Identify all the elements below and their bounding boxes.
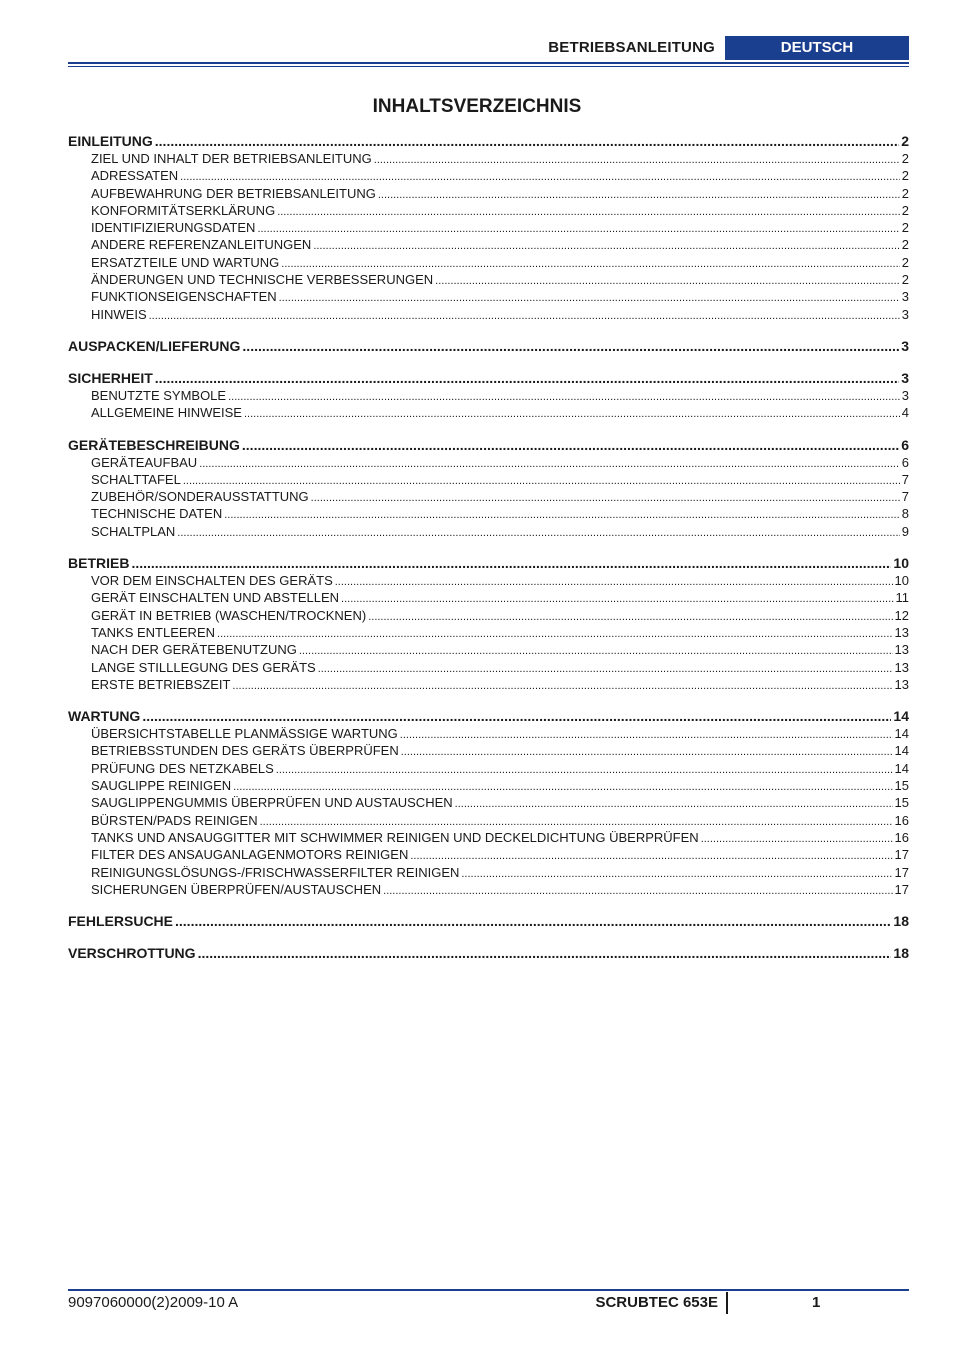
dot-leader bbox=[175, 913, 891, 929]
toc-entry-page: 14 bbox=[894, 726, 909, 742]
toc-entry-title: FUNKTIONSEIGENSCHAFTEN bbox=[91, 289, 277, 305]
toc-entry[interactable] bbox=[68, 778, 909, 795]
toc-entry-title: VOR DEM EINSCHALTEN DES GERÄTS bbox=[91, 573, 333, 589]
toc-chapter-page: 3 bbox=[901, 369, 909, 386]
toc-entry[interactable] bbox=[68, 608, 909, 625]
header-title: BETRIEBSANLEITUNG bbox=[548, 39, 715, 56]
dot-leader bbox=[318, 663, 893, 675]
toc-section bbox=[68, 913, 909, 931]
dot-leader bbox=[228, 391, 900, 403]
toc-chapter-page: 6 bbox=[901, 436, 909, 453]
toc-entry-page: 6 bbox=[901, 454, 909, 470]
dot-leader bbox=[299, 645, 893, 657]
toc-entry-page: 13 bbox=[894, 676, 909, 692]
dot-leader bbox=[131, 555, 891, 571]
toc-entry-title: LANGE STILLLEGUNG DES GERÄTS bbox=[91, 659, 316, 675]
toc-entry[interactable] bbox=[68, 203, 909, 220]
toc-entry-page: 13 bbox=[894, 659, 909, 675]
dot-leader bbox=[383, 885, 892, 897]
toc-entry-title: ZUBEHÖR/SONDERAUSSTATTUNG bbox=[91, 489, 309, 505]
toc-entry[interactable] bbox=[68, 830, 909, 847]
dot-leader bbox=[149, 310, 900, 322]
toc-entry[interactable] bbox=[68, 660, 909, 677]
dot-leader bbox=[313, 240, 899, 252]
toc-entry[interactable] bbox=[68, 405, 909, 422]
toc-entry[interactable] bbox=[68, 795, 909, 812]
toc-chapter[interactable] bbox=[68, 370, 909, 388]
toc-entry-page: 11 bbox=[895, 590, 909, 606]
page-number: 1 bbox=[812, 1294, 821, 1311]
toc-entry-page: 2 bbox=[901, 185, 909, 201]
document-code: 9097060000(2)2009-10 A bbox=[68, 1294, 239, 1311]
toc-entry-page: 14 bbox=[894, 743, 909, 759]
dot-leader bbox=[224, 509, 900, 521]
toc-entry-page: 15 bbox=[894, 795, 909, 811]
toc-entry[interactable] bbox=[68, 761, 909, 778]
toc-entry-page: 13 bbox=[894, 624, 909, 640]
toc-entry-page: 9 bbox=[901, 523, 909, 539]
toc-chapter-title: BETRIEB bbox=[68, 555, 130, 572]
toc-entry-page: 17 bbox=[894, 847, 909, 863]
toc-chapter-title: VERSCHROTTUNG bbox=[68, 945, 196, 962]
dot-leader bbox=[276, 764, 893, 776]
toc-entry-title: GERÄT IN BETRIEB (WASCHEN/TROCKNEN) bbox=[91, 607, 367, 623]
language-tab: DEUTSCH bbox=[725, 36, 909, 60]
toc-entry-page: 15 bbox=[894, 778, 909, 794]
toc-entry-page: 16 bbox=[894, 812, 909, 828]
toc-entry-title: ADRESSATEN bbox=[91, 168, 179, 184]
toc-entry-title: AUFBEWAHRUNG DER BETRIEBSANLEITUNG bbox=[91, 185, 376, 201]
dot-leader bbox=[244, 408, 900, 420]
toc-entry-page: 2 bbox=[901, 151, 909, 166]
dot-leader bbox=[435, 275, 900, 287]
dot-leader bbox=[232, 680, 892, 692]
dot-leader bbox=[233, 781, 892, 793]
toc-entry[interactable] bbox=[68, 813, 909, 830]
toc-entry-title: TANKS UND ANSAUGGITTER MIT SCHWIMMER REINIGEN UND DECKELDICHTUNG ÜBERPRÜFEN bbox=[91, 829, 699, 845]
toc-chapter-page: 18 bbox=[893, 913, 909, 930]
toc-section bbox=[68, 338, 909, 356]
dot-leader bbox=[311, 492, 900, 504]
toc-entry[interactable] bbox=[68, 573, 909, 590]
toc-entry-title: GERÄTEAUFBAU bbox=[91, 454, 198, 470]
toc-section bbox=[68, 945, 909, 963]
toc-entry-page: 2 bbox=[901, 168, 909, 184]
footer-rule bbox=[68, 1289, 909, 1291]
toc-entry-page: 13 bbox=[894, 642, 909, 658]
toc-entry[interactable] bbox=[68, 743, 909, 760]
toc-entry[interactable] bbox=[68, 237, 909, 254]
dot-leader bbox=[455, 798, 893, 810]
toc-entry[interactable] bbox=[68, 726, 909, 743]
dot-leader bbox=[461, 868, 892, 880]
toc-entry-page: 2 bbox=[901, 272, 909, 288]
dot-leader bbox=[198, 945, 892, 961]
toc-entry-page: 2 bbox=[901, 220, 909, 236]
toc-entry-page: 8 bbox=[901, 506, 909, 522]
toc-chapter[interactable] bbox=[68, 555, 909, 573]
toc-entry[interactable] bbox=[68, 186, 909, 203]
toc-entry-page: 3 bbox=[901, 306, 909, 322]
toc-entry[interactable] bbox=[68, 882, 909, 899]
toc-entry-title: FILTER DES ANSAUGANLAGENMOTORS REINIGEN bbox=[91, 847, 409, 863]
toc-section bbox=[68, 437, 909, 541]
toc-entry-title: REINIGUNGSLÖSUNGS-/FRISCHWASSERFILTER REINIGEN bbox=[91, 864, 460, 880]
toc-entry-page: 2 bbox=[901, 254, 909, 270]
toc-entry-title: BETRIEBSSTUNDEN DES GERÄTS ÜBERPRÜFEN bbox=[91, 743, 399, 759]
toc-entry-title: ZIEL UND INHALT DER BETRIEBSANLEITUNG bbox=[91, 151, 372, 166]
toc-entry[interactable] bbox=[68, 307, 909, 324]
toc-entry[interactable] bbox=[68, 590, 909, 607]
toc-chapter-page: 14 bbox=[893, 708, 909, 725]
toc-entry[interactable] bbox=[68, 642, 909, 659]
toc-entry-title: ÄNDERUNGEN UND TECHNISCHE VERBESSERUNGEN bbox=[91, 272, 434, 288]
toc-entry[interactable] bbox=[68, 220, 909, 237]
toc-entry-page: 17 bbox=[894, 881, 909, 897]
toc-entry-title: SICHERUNGEN ÜBERPRÜFEN/AUSTAUSCHEN bbox=[91, 881, 382, 897]
toc-chapter-title: EINLEITUNG bbox=[68, 133, 153, 149]
toc-entry-title: IDENTIFIZIERUNGSDATEN bbox=[91, 220, 256, 236]
toc-section bbox=[68, 133, 909, 324]
toc-entry-page: 7 bbox=[901, 471, 909, 487]
dot-leader bbox=[155, 370, 899, 386]
toc-chapter[interactable] bbox=[68, 437, 909, 455]
toc-entry[interactable] bbox=[68, 506, 909, 523]
dot-leader bbox=[368, 611, 892, 623]
toc-chapter[interactable] bbox=[68, 913, 909, 931]
toc-entry[interactable] bbox=[68, 455, 909, 472]
toc-entry-title: SCHALTPLAN bbox=[91, 523, 176, 539]
toc-entry-title: NACH DER GERÄTEBENUTZUNG bbox=[91, 642, 297, 658]
dot-leader bbox=[183, 475, 900, 487]
dot-leader bbox=[374, 154, 900, 166]
dot-leader bbox=[281, 258, 899, 270]
toc-entry[interactable] bbox=[68, 472, 909, 489]
dot-leader bbox=[279, 292, 900, 304]
dot-leader bbox=[177, 527, 899, 539]
dot-leader bbox=[378, 189, 900, 201]
toc-entry-title: BÜRSTEN/PADS REINIGEN bbox=[91, 812, 258, 828]
toc-entry[interactable] bbox=[68, 677, 909, 694]
toc-entry[interactable] bbox=[68, 255, 909, 272]
toc-chapter-page: 3 bbox=[901, 337, 909, 354]
toc-entry-title: GERÄT EINSCHALTEN UND ABSTELLEN bbox=[91, 590, 340, 606]
toc-entry-title: BENUTZTE SYMBOLE bbox=[91, 387, 227, 403]
dot-leader bbox=[242, 338, 899, 354]
table-of-contents bbox=[68, 133, 909, 977]
model-name: SCRUBTEC 653E bbox=[595, 1294, 718, 1311]
toc-entry[interactable] bbox=[68, 289, 909, 306]
toc-entry-title: KONFORMITÄTSERKLÄRUNG bbox=[91, 202, 276, 218]
toc-entry-page: 7 bbox=[901, 489, 909, 505]
toc-entry-title: ERSTE BETRIEBSZEIT bbox=[91, 676, 231, 692]
toc-entry-page: 10 bbox=[894, 573, 909, 589]
toc-entry-title: SCHALTTAFEL bbox=[91, 471, 181, 487]
toc-entry-page: 14 bbox=[894, 760, 909, 776]
dot-leader bbox=[701, 833, 893, 845]
toc-chapter-page: 2 bbox=[901, 133, 909, 149]
toc-entry[interactable] bbox=[68, 865, 909, 882]
header-rule bbox=[68, 62, 909, 64]
dot-leader bbox=[277, 206, 900, 218]
toc-entry-title: ALLGEMEINE HINWEISE bbox=[91, 405, 242, 421]
dot-leader bbox=[400, 729, 893, 741]
dot-leader bbox=[199, 458, 900, 470]
toc-entry-title: TANKS ENTLEEREN bbox=[91, 624, 216, 640]
toc-chapter[interactable] bbox=[68, 945, 909, 963]
dot-leader bbox=[180, 171, 900, 183]
toc-entry[interactable] bbox=[68, 388, 909, 405]
dot-leader bbox=[401, 746, 893, 758]
toc-chapter-title: FEHLERSUCHE bbox=[68, 913, 174, 930]
toc-section bbox=[68, 708, 909, 899]
dot-leader bbox=[242, 437, 899, 453]
toc-entry-page: 16 bbox=[894, 829, 909, 845]
dot-leader bbox=[335, 576, 893, 588]
toc-entry[interactable] bbox=[68, 272, 909, 289]
footer-separator bbox=[726, 1292, 728, 1314]
toc-entry-title: ERSATZTEILE UND WARTUNG bbox=[91, 254, 280, 270]
toc-entry-title: SAUGLIPPENGUMMIS ÜBERPRÜFEN UND AUSTAUSCHEN bbox=[91, 795, 453, 811]
toc-entry[interactable] bbox=[68, 625, 909, 642]
toc-entry-page: 2 bbox=[901, 202, 909, 218]
toc-entry-title: TECHNISCHE DATEN bbox=[91, 506, 223, 522]
toc-chapter-title: GERÄTEBESCHREIBUNG bbox=[68, 436, 240, 453]
toc-chapter-title: WARTUNG bbox=[68, 708, 141, 725]
toc-entry[interactable] bbox=[68, 168, 909, 185]
toc-entry-title: PRÜFUNG DES NETZKABELS bbox=[91, 760, 274, 776]
dot-leader bbox=[142, 708, 891, 724]
toc-chapter[interactable] bbox=[68, 338, 909, 356]
toc-entry[interactable] bbox=[68, 524, 909, 541]
toc-chapter-page: 10 bbox=[893, 555, 909, 572]
toc-chapter[interactable] bbox=[68, 133, 909, 151]
dot-leader bbox=[217, 628, 893, 640]
toc-entry[interactable] bbox=[68, 847, 909, 864]
toc-section bbox=[68, 555, 909, 694]
toc-entry[interactable] bbox=[68, 489, 909, 506]
toc-entry-title: ANDERE REFERENZANLEITUNGEN bbox=[91, 237, 312, 253]
toc-entry-title: HINWEIS bbox=[91, 306, 147, 322]
toc-chapter[interactable] bbox=[68, 708, 909, 726]
dot-leader bbox=[341, 593, 893, 605]
header-rule-thin bbox=[68, 66, 909, 67]
dot-leader bbox=[410, 850, 892, 862]
toc-chapter-title: SICHERHEIT bbox=[68, 369, 153, 386]
dot-leader bbox=[155, 133, 899, 149]
toc-entry-page: 3 bbox=[901, 289, 909, 305]
toc-entry-page: 12 bbox=[894, 607, 909, 623]
toc-entry-page: 2 bbox=[901, 237, 909, 253]
toc-entry-page: 17 bbox=[894, 864, 909, 880]
toc-chapter-title: AUSPACKEN/LIEFERUNG bbox=[68, 337, 241, 354]
toc-entry[interactable] bbox=[68, 151, 909, 168]
toc-title: INHALTSVERZEICHNIS bbox=[372, 96, 582, 117]
toc-entry-page: 3 bbox=[901, 387, 909, 403]
toc-entry-title: ÜBERSICHTSTABELLE PLANMÄSSIGE WARTUNG bbox=[91, 726, 398, 742]
toc-entry-title: SAUGLIPPE REINIGEN bbox=[91, 778, 232, 794]
toc-chapter-page: 18 bbox=[893, 945, 909, 962]
toc-section bbox=[68, 370, 909, 423]
dot-leader bbox=[257, 223, 899, 235]
toc-entry-page: 4 bbox=[901, 405, 909, 421]
dot-leader bbox=[260, 816, 893, 828]
